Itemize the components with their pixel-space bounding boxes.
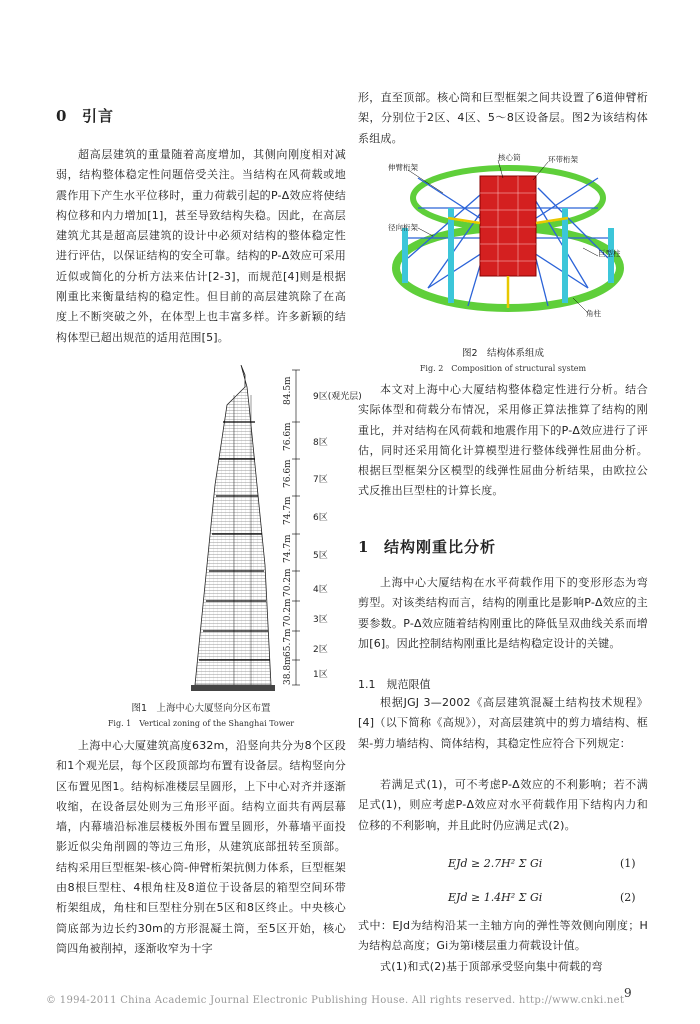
- section-1-paragraph: 上海中心大厦结构在水平荷载作用下的变形形态为弯剪型。对该类结构而言，结构的刚重比是影响P-Δ效应的主要参数。P-Δ效应随着结构刚重比的降低呈双曲线关系而增加[6]。因此控制结构刚重比是结构稳定设计的关键。: [358, 576, 648, 650]
- label-mega-column: 巨型柱: [598, 249, 621, 258]
- figure-1-caption-en: Fig. 1 Vertical zoning of the Shanghai Tower: [107, 719, 295, 728]
- height-label: 74.7m: [283, 496, 293, 525]
- height-label: 84.5m: [283, 376, 293, 405]
- label-corner-column: 角柱: [586, 309, 601, 318]
- zone-label: 1区: [313, 670, 328, 680]
- page-number: 9: [624, 986, 632, 1000]
- condition-paragraph: 若满足式(1)，可不考虑P-Δ效应的不利影响；若不满足式(1)，则应考虑P-Δ效应对水平荷载作用下结构内力和位移的不利影响，并且此时仍应满足式(2)。: [358, 778, 648, 832]
- copyright-footer: © 1994-2011 China Academic Journal Electronic Publishing House. All rights reserved. http://www.cnki.net: [46, 995, 625, 1006]
- structural-system-3d-drawing: [388, 148, 628, 333]
- height-label: 76.6m: [283, 422, 293, 451]
- height-label: 70.2m: [283, 598, 293, 627]
- continuation-paragraph: 形，直至顶部。核心筒和巨型框架之间共设置了6道伸臂桁架，分别位于2区、4区、5～8区设备层。图2为该结构体系组成。: [358, 91, 648, 145]
- label-outrigger: 伸臂桁架: [388, 163, 418, 172]
- intro-paragraph: 超高层建筑的重量随着高度增加，其侧向刚度相对减弱，结构整体稳定性问题倍受关注。当结构在风荷载或地震作用下产生水平位移时，重力荷载引起的P-Δ效应将使结构位移和内力增加[1]，甚至导致结构失稳。因此，在高层建筑尤其是超高层建筑的设计中必须对结构的整体稳定性进行评估，以保证结构的安全可靠。结构的P-Δ效应可采用近似或简化的分析方法来估计[2-3]，而规范[4]则是根据刚重比来衡量结构的稳定性。但目前的高层建筑除了在高度上不断突破之外，在体型上也丰富多样。许多新颖的结构体型已超出规范的适用范围[5]。: [56, 148, 346, 344]
- zone-label: 5区: [313, 551, 328, 561]
- label-radial-truss: 径向桁架: [388, 223, 418, 232]
- rule-paragraph: 根据JGJ 3—2002《高层建筑混凝土结构技术规程》[4]（以下简称《高规》），对高层建筑中的剪力墙结构、框架-剪力墙结构、筒体结构，其稳定性应符合下列规定：: [358, 696, 648, 750]
- zone-label: 4区: [313, 585, 328, 595]
- height-label: 38.8m: [283, 656, 293, 685]
- definition-paragraph: 式中：EJd为结构沿某一主轴方向的弹性等效侧向刚度；H为结构总高度；Gi为第i楼层重力荷载设计值。: [358, 919, 648, 953]
- zone-label: 6区: [313, 513, 328, 523]
- equation-2-number: (2): [620, 891, 636, 904]
- tower-description-paragraph: 上海中心大厦建筑高度632m，沿竖向共分为8个区段和1个观光层，每个区段顶部均布置有设备层。结构竖向分区布置见图1。结构标准楼层呈圆形，上下中心对齐并逐渐收缩，在设备层处则为三角形平面。结构立面共有两层幕墙，内幕墙沿标准层楼板外围布置呈圆形，外幕墙平面投影近似尖角削圆的等边三角形，从建筑底部扭转至顶部。结构采用巨型框架-核心筒-伸臂桁架抗侧力体系，巨型框架由8根巨型柱、4根角柱及8道位于设备层的箱型空间环带桁架组成，角柱和巨型柱分别在5区和8区终止。中央核心筒底部为边长约30m的方形混凝土筒，至5区开始，核心筒四角被削掉，逐渐收窄为十字: [56, 739, 346, 955]
- height-label: 74.7m: [283, 534, 293, 563]
- equation-1-number: (1): [620, 857, 636, 870]
- subsection-1-1-heading: 1.1 规范限值: [358, 678, 431, 691]
- figure-2-caption-en: Fig. 2 Composition of structural system: [419, 364, 587, 373]
- section-title: 结构刚重比分析: [384, 538, 497, 556]
- zone-label: 2区: [313, 645, 328, 655]
- last-paragraph: 式(1)和式(2)基于顶部承受竖向集中荷载的弯: [380, 960, 603, 973]
- height-label: 76.6m: [283, 459, 293, 488]
- tower-elevation-drawing: [121, 365, 341, 695]
- zone-label: 3区: [313, 615, 328, 625]
- figure-2-caption-cn: 图2 结构体系组成: [461, 348, 545, 359]
- zone-label: 9区(观光层): [313, 392, 362, 402]
- section-number: 0: [56, 107, 68, 125]
- label-belt-truss: 环带桁架: [548, 155, 578, 164]
- zone-label: 8区: [313, 438, 328, 448]
- equation-2: EJd ≥ 1.4H² Σ Gi: [448, 891, 543, 904]
- section-title: 引言: [82, 107, 115, 125]
- label-core: 核心筒: [498, 153, 521, 162]
- section-0-heading: [56, 105, 114, 126]
- section-number: 1: [358, 538, 370, 556]
- equation-1: EJd ≥ 2.7H² Σ Gi: [448, 857, 543, 870]
- figure-1-caption-cn: 图1 上海中心大厦竖向分区布置: [131, 703, 271, 714]
- zone-label: 7区: [313, 475, 328, 485]
- figure-2: [388, 148, 628, 333]
- figure-1: [121, 365, 362, 695]
- height-label: 70.2m: [283, 568, 293, 597]
- section-1-heading: [358, 536, 496, 557]
- height-label: 65.7m: [283, 628, 293, 657]
- method-paragraph: 本文对上海中心大厦结构整体稳定性进行分析。结合实际体型和荷载分布情况，采用修正算法推算了结构的刚重比，并对结构在风荷载和地震作用下的P-Δ效应进行了评估，同时还采用简化计算模型进行整体线弹性屈曲分析。根据巨型框架分区模型的线弹性屈曲分析结果，由欧拉公式反推出巨型柱的计算长度。: [358, 383, 648, 498]
